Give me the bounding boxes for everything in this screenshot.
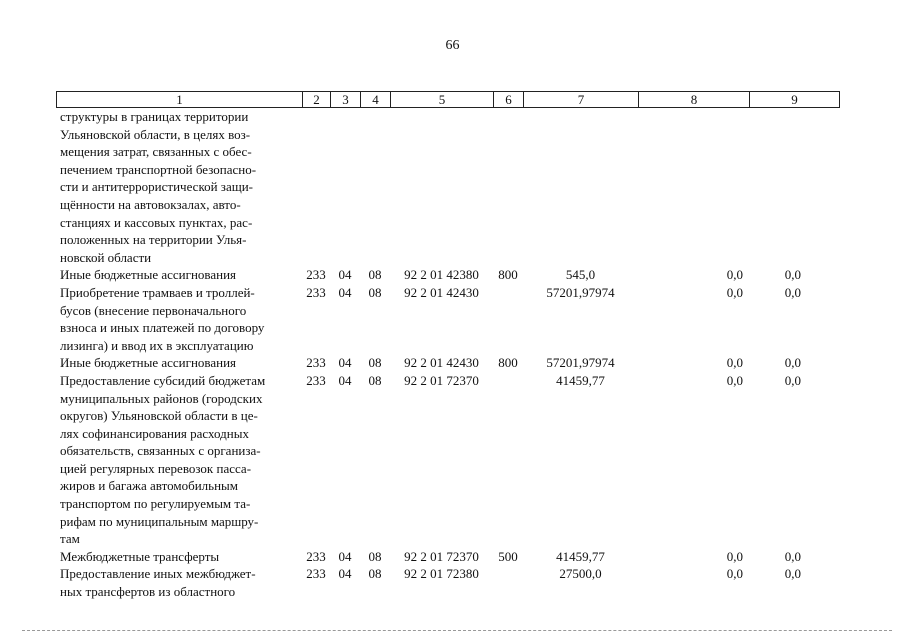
row-section-code: 04: [338, 355, 352, 371]
table-row: [56, 372, 839, 548]
row-amount: 57201,97974: [546, 355, 615, 371]
row-section-code: 04: [338, 372, 352, 388]
row-expense-type: [493, 284, 523, 354]
table-row: [56, 284, 839, 354]
table-row: [56, 565, 839, 600]
column-number-6: 6: [494, 92, 524, 108]
row-value-col9: 0,0: [784, 267, 801, 283]
row-subsection-code: 08: [368, 548, 382, 564]
row-value-col9: 0,0: [784, 355, 801, 371]
row-section-code: [330, 108, 360, 266]
row-section-code: 04: [338, 284, 352, 300]
page-bottom-edge: [22, 630, 892, 631]
row-value-col8: 0,0: [726, 267, 743, 283]
row-description: Приобретение трамваев и троллей- бусов (внесение первоначального взноса и иных платежей по договору лизинга) и ввод их в эксплуатацию: [60, 284, 265, 353]
row-section-code: 04: [338, 267, 352, 283]
row-expense-type: 800: [498, 267, 518, 283]
row-subsection-code: 08: [368, 566, 382, 582]
row-value-col9: 0,0: [784, 284, 801, 300]
row-target-article: [390, 108, 493, 266]
row-description: структуры в границах территории Ульяновской области, в целях воз- мещения затрат, связанных с обес- печением транспортной безопасно- сти и антитеррористической защи- щённости на автовокзалах, авто- станциях и кассовых пунктах, рас- положенных на территории Улья- новской области: [60, 109, 257, 265]
row-subsection-code: 08: [368, 355, 382, 371]
row-target-article: 92 2 01 72370: [404, 548, 479, 564]
row-description: Предоставление субсидий бюджетам муниципальных районов (городских округов) Ульяновской области в це- лях софинансирования расходных обязательств, связанных с организа- цией регулярных перевозок пасса- жиров и багажа автомобильным транспортом по регулируемым та- рифам по муниципальным маршру- там: [60, 372, 266, 547]
row-amount: 57201,97974: [546, 284, 615, 300]
column-number-7: 7: [524, 92, 639, 108]
row-ministry-code: 233: [306, 566, 326, 582]
row-expense-type: [493, 108, 523, 266]
row-section-code: 04: [338, 548, 352, 564]
row-ministry-code: 233: [306, 355, 326, 371]
row-amount: 27500,0: [559, 566, 602, 582]
row-value-col8: [638, 108, 749, 266]
row-target-article: 92 2 01 42380: [404, 267, 479, 283]
row-ministry-code: 233: [306, 372, 326, 388]
column-header-table: [56, 91, 840, 108]
table-row: [56, 108, 839, 266]
table-row: [56, 548, 839, 566]
row-expense-type: 500: [498, 548, 518, 564]
row-target-article: 92 2 01 42430: [404, 355, 479, 371]
table-row: [56, 354, 839, 372]
row-subsection-code: [360, 108, 390, 266]
column-number-4: 4: [361, 92, 391, 108]
column-number-9: 9: [750, 92, 840, 108]
row-value-col8: 0,0: [726, 372, 743, 388]
row-target-article: 92 2 01 72370: [404, 372, 479, 388]
row-description: Иные бюджетные ассигнования: [60, 267, 237, 283]
row-value-col9: 0,0: [784, 372, 801, 388]
column-number-2: 2: [303, 92, 331, 108]
row-value-col9: 0,0: [784, 566, 801, 582]
row-ministry-code: [302, 108, 330, 266]
row-subsection-code: 08: [368, 284, 382, 300]
row-ministry-code: 233: [306, 284, 326, 300]
row-expense-type: [493, 565, 523, 600]
row-value-col8: 0,0: [726, 355, 743, 371]
row-amount: [523, 108, 638, 266]
row-amount: 545,0: [565, 267, 596, 283]
row-ministry-code: 233: [306, 548, 326, 564]
table-row: [56, 266, 839, 284]
column-number-3: 3: [331, 92, 361, 108]
row-section-code: 04: [338, 566, 352, 582]
row-ministry-code: 233: [306, 267, 326, 283]
row-value-col8: 0,0: [726, 548, 743, 564]
row-expense-type: 800: [498, 355, 518, 371]
column-number-row: [57, 92, 840, 108]
row-description: Межбюджетные трансферты: [60, 548, 220, 564]
column-number-1: 1: [57, 92, 303, 108]
row-description: Предоставление иных межбюджет- ных трансфертов из областного: [60, 566, 256, 600]
row-target-article: 92 2 01 42430: [404, 284, 479, 300]
row-expense-type: [493, 372, 523, 548]
row-amount: 41459,77: [556, 372, 605, 388]
row-subsection-code: 08: [368, 267, 382, 283]
row-description: Иные бюджетные ассигнования: [60, 355, 237, 371]
column-number-8: 8: [639, 92, 750, 108]
row-value-col9: [749, 108, 839, 266]
page-number: 66: [445, 38, 460, 53]
budget-table-body: [56, 108, 839, 601]
row-target-article: 92 2 01 72380: [404, 566, 479, 582]
row-amount: 41459,77: [556, 548, 605, 564]
row-value-col8: 0,0: [726, 284, 743, 300]
row-value-col9: 0,0: [784, 548, 801, 564]
row-value-col8: 0,0: [726, 566, 743, 582]
row-subsection-code: 08: [368, 372, 382, 388]
column-number-5: 5: [391, 92, 494, 108]
